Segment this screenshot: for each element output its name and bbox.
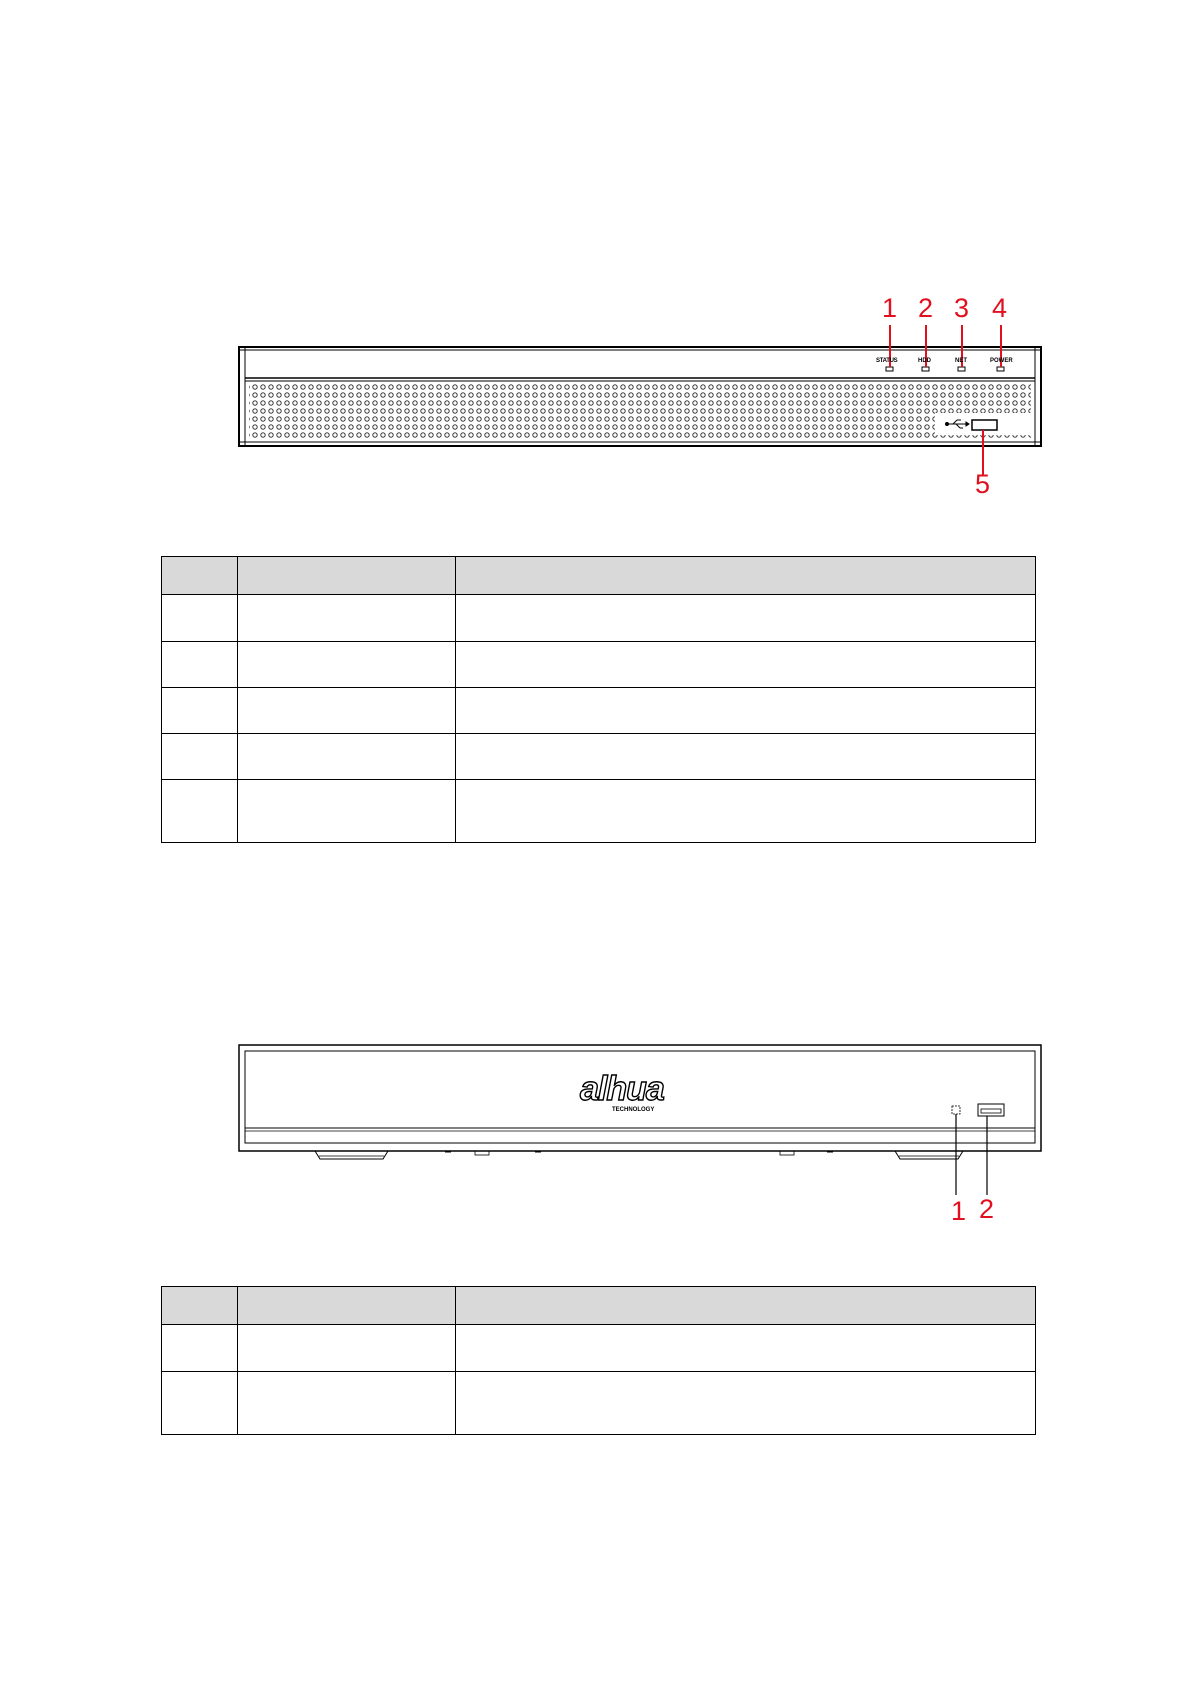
table-header-row bbox=[162, 1287, 1036, 1325]
header-cell-function bbox=[456, 557, 1036, 595]
table-cell bbox=[238, 642, 456, 688]
brand-logo-subtitle: TECHNOLOGY bbox=[612, 1107, 655, 1113]
header-cell-no bbox=[162, 1287, 238, 1325]
table-cell bbox=[238, 1325, 456, 1372]
table-row bbox=[162, 642, 1036, 688]
table-cell bbox=[238, 780, 456, 843]
header-cell-name bbox=[238, 1287, 456, 1325]
header-cell-function bbox=[456, 1287, 1036, 1325]
table-row bbox=[162, 780, 1036, 843]
indicator-label-status: STATUS bbox=[876, 358, 898, 364]
callout-ir-1: 1 bbox=[951, 1196, 967, 1226]
table-cell bbox=[162, 1325, 238, 1372]
front-panel-table-1 bbox=[161, 556, 1036, 843]
front-panel-drawing-1 bbox=[235, 295, 1045, 495]
table-cell bbox=[162, 1372, 238, 1435]
callout-5: 5 bbox=[975, 469, 991, 499]
header-cell-no bbox=[162, 557, 238, 595]
table-cell bbox=[238, 1372, 456, 1435]
callout-3: 3 bbox=[954, 293, 970, 323]
table-row bbox=[162, 595, 1036, 642]
table-cell bbox=[456, 688, 1036, 734]
indicator-label-power: POWER bbox=[990, 358, 1013, 364]
table-cell bbox=[162, 688, 238, 734]
table-cell bbox=[238, 734, 456, 780]
table-cell bbox=[238, 688, 456, 734]
table-row bbox=[162, 734, 1036, 780]
front-panel-drawing-2 bbox=[235, 1040, 1045, 1230]
front-panel-figure-2 bbox=[235, 1040, 1045, 1230]
table-cell bbox=[238, 595, 456, 642]
table-row bbox=[162, 1325, 1036, 1372]
header-cell-name bbox=[238, 557, 456, 595]
table-cell bbox=[162, 595, 238, 642]
table-cell bbox=[456, 780, 1036, 843]
table-header-row bbox=[162, 557, 1036, 595]
front-panel-table-2 bbox=[161, 1286, 1036, 1435]
table-cell bbox=[162, 642, 238, 688]
callout-2: 2 bbox=[918, 293, 934, 323]
table-row bbox=[162, 1372, 1036, 1435]
usb-port bbox=[972, 420, 997, 430]
table-cell bbox=[456, 1325, 1036, 1372]
table-cell bbox=[162, 780, 238, 843]
table-cell bbox=[162, 734, 238, 780]
table-cell bbox=[456, 1372, 1036, 1435]
callout-4: 4 bbox=[992, 293, 1008, 323]
table-cell bbox=[456, 642, 1036, 688]
indicator-label-net: NET bbox=[955, 358, 967, 364]
table-cell bbox=[456, 734, 1036, 780]
brand-logo: alhua bbox=[580, 1070, 664, 1108]
callout-1: 1 bbox=[882, 293, 898, 323]
indicator-label-hdd: HDD bbox=[918, 358, 931, 364]
callout-usb-2: 2 bbox=[979, 1194, 995, 1224]
front-panel-figure-1 bbox=[235, 293, 1045, 499]
table-row bbox=[162, 688, 1036, 734]
ventilation-grille bbox=[249, 384, 1031, 438]
table-cell bbox=[456, 595, 1036, 642]
